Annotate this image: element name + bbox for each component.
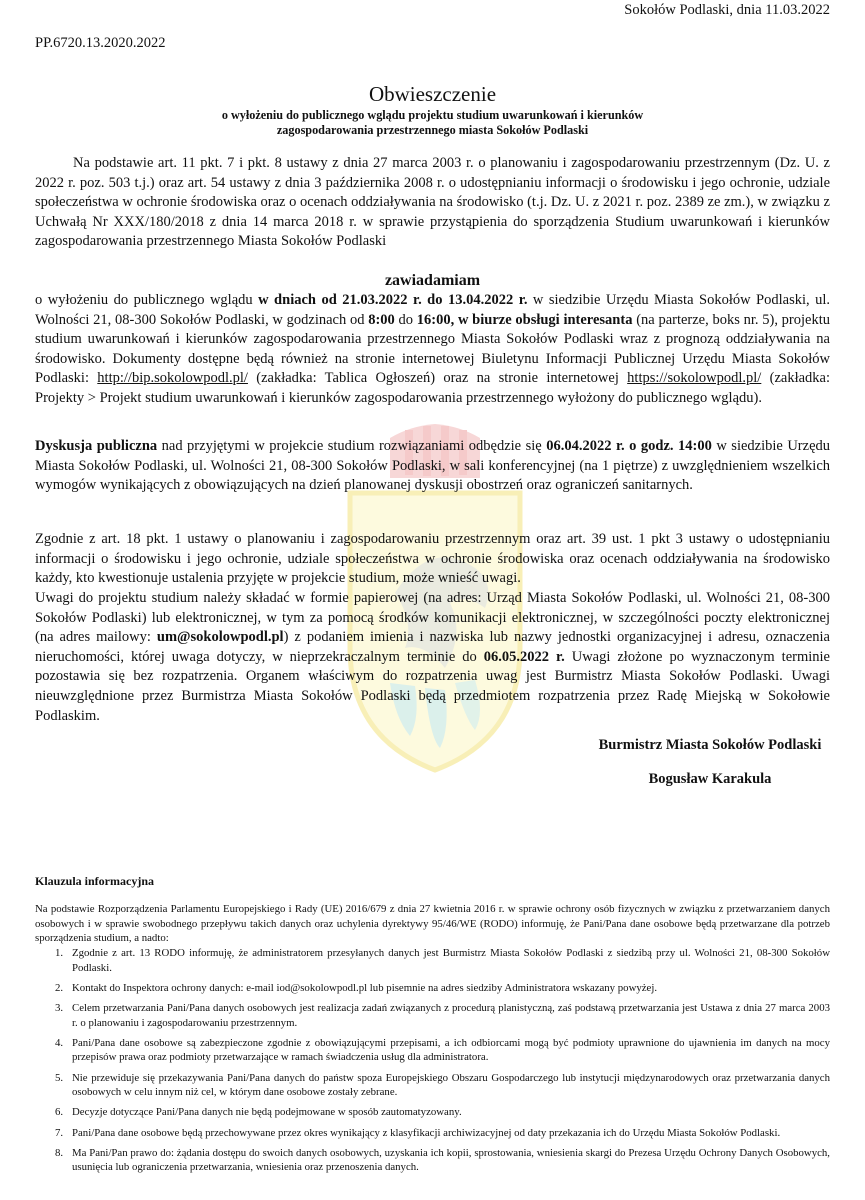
notice-hours-start: 8:00	[368, 311, 395, 328]
discussion-paragraph	[35, 437, 830, 496]
notice-text-3: do	[394, 311, 417, 328]
bip-link[interactable]: http://bip.sokolowpodl.pl/	[97, 370, 248, 387]
clause-item	[35, 1105, 830, 1120]
comments-right-paragraph: Zgodnie z art. 18 pkt. 1 ustawy o planowaniu i zagospodarowaniu przestrzennym oraz art. 39 ust. 1 pkt 3 ustawy o udostępnianiu informacji o środowisku i jego ochronie, udziale społeczeństwa w ochronie środowiska oraz ocenach oddziaływania na środowisko każdy, kto kwestionuje ustalenia przyjęte w projekcie studium, może wnieść uwagi.	[35, 531, 830, 587]
clause-item-text: Zgodnie z art. 13 RODO informuję, że administratorem przesyłanych danych jest Burmistrz Miasta Sokołów Podlaski z siedzibą przy ul. Wolności 21, 08-300 Sokołów Podlaski.	[72, 947, 830, 974]
clause-item-text: Pani/Pana dane osobowe są zabezpieczone zgodnie z obowiązującymi przepisami, a ich odbiorcami mogą być podmioty uprawnione do ujawnienia im danych na mocy przepisów prawa oraz podmioty przetwarzające w ramach świadczenia usług dla administratora.	[72, 1036, 830, 1064]
clause-item-text: Decyzje dotyczące Pani/Pana danych nie będą podejmowane w sposób zautomatyzowany.	[72, 1106, 462, 1119]
notice-text-2: w siedzibie Urzędu Miasta Sokołów Podlaski, ul. Wolności 21, 08-300 Sokołów Podlaski, w godzinach od	[35, 292, 831, 328]
notice-hours-end-office: 16:00, w biurze obsługi interesanta	[416, 311, 633, 328]
clause-item	[35, 1126, 830, 1141]
clause-item	[35, 946, 830, 975]
clause-item-number: 4.	[55, 1036, 64, 1049]
notice-text-6: (zakładka: Projekty > Projekt studium uwarunkowań i kierunków zagospodarowania przestrzennego wyłożony do publicznego wglądu).	[35, 370, 830, 406]
document-title: Obwieszczenie	[368, 82, 497, 106]
clause-item-number: 3.	[55, 1001, 64, 1014]
place-date: Sokołów Podlaski, dnia 11.03.2022	[624, 2, 830, 18]
clause-item	[35, 1001, 830, 1030]
discussion-label: Dyskusja publiczna	[35, 438, 158, 454]
signature-title: Burmistrz Miasta Sokołów Podlaski	[598, 737, 822, 753]
notice-text-4: (na parterze, boks nr. 5), projektu studium uwarunkowań i kierunków zagospodarowania przestrzennego Miasta Sokołów Podlaski wraz z prognozą oddziaływania na środowisko. Dokumenty dostępne będą również na stronie internetowej Biuletynu Informacji Publicznej Urzędu Miasta Sokołów Podlaski:	[35, 311, 831, 387]
clause-item	[35, 981, 830, 996]
reference-number: PP.6720.13.2020.2022	[35, 35, 166, 51]
notify-heading: zawiadamiam	[384, 272, 481, 289]
comments-text-3: Uwagi złożone po wyznaczonym terminie pozostawia się bez rozpatrzenia. Organem właściwym do rozpatrzenia uwag jest Burmistrz Miasta Sokołów Podlaski. Uwagi nieuwzględnione przez Burmistrza Miasta Sokołów Podlaski będą przedmiotem rozpatrzenia przez Radę Miejską w Sokołowie Podlaskim.	[35, 648, 830, 724]
notice-dates: w dniach od 21.03.2022 r. do 13.04.2022 r.	[258, 292, 528, 308]
notice-paragraph	[35, 291, 830, 409]
clause-item-number: 6.	[55, 1106, 64, 1119]
document-subtitle	[35, 108, 830, 138]
clause-item	[35, 1036, 830, 1065]
comments-email[interactable]: um@sokolowpodl.pl	[156, 629, 284, 646]
clause-item-text: Celem przetwarzania Pani/Pana danych osobowych jest realizacja zadań związanych z procedurą planistyczną, zaś podstawą przetwarzania jest Ustawa z dnia 27 marca 2003 r. o planowaniu i zagospodarowaniu przestrzennym.	[72, 1001, 830, 1029]
clause-item-number: 8.	[55, 1146, 64, 1159]
discussion-text-1: nad przyjętymi w projekcie studium rozwiązaniami odbędzie się	[157, 438, 547, 454]
comments-deadline: 06.05.2022 r.	[483, 648, 565, 665]
clause-intro: Na podstawie Rozporządzenia Parlamentu Europejskiego i Rady (UE) 2016/679 z dnia 27 kwietnia 2016 r. w sprawie ochrony osób fizycznych w związku z przetwarzaniem danych osobowych i w sprawie swobodnego przepływu takich danych oraz uchylenia dyrektywy 95/46/WE (RODO) informuję, że Pani/Pana dane osobowe będą przetwarzane dla potrzeb sporządzenia studium, a nadto:	[35, 903, 830, 945]
notice-text-5: (zakładka: Tablica Ogłoszeń) oraz na stronie internetowej	[247, 370, 628, 387]
comments-how-paragraph	[35, 589, 830, 726]
signature-name: Bogusław Karakula	[648, 771, 772, 787]
clause-item-text: Nie przewiduje się przekazywania Pani/Pana danych do państw spoza Europejskiego Obszaru Gospodarczego lub instytucji międzynarodowych oraz przetwarzania danych osobowych w celu innym niż cel, w którym dane osobowe zostały zebrane.	[72, 1071, 830, 1099]
clause-item-text: Pani/Pana dane osobowe będą przechowywane przez okres wynikający z klasyfikacji archiwizacyjnej od daty przekazania ich do Urzędu Miasta Sokołów Podlaski.	[72, 1126, 781, 1139]
clause-item-text: Kontakt do Inspektora ochrony danych: e-mail iod@sokolowpodl.pl lub pisemnie na adres siedziby Administratora wskazany powyżej.	[72, 981, 658, 994]
clause-item-number: 2.	[55, 981, 64, 994]
comments-text-2: ) z podaniem imienia i nazwiska lub nazwy jednostki organizacyjnej i adresu, oznaczenia nieruchomości, której uwaga dotyczy, w nieprzekraczalnym terminie do	[35, 629, 830, 665]
legal-basis-paragraph: Na podstawie art. 11 pkt. 7 i pkt. 8 ustawy z dnia 27 marca 2003 r. o planowaniu i zagospodarowaniu przestrzennym (Dz. U. z 2022 r. poz. 503 t.j.) oraz art. 54 ustawy z dnia 3 października 2008 r. o udostępnianiu informacji o środowisku i jego ochronie, udziale społeczeństwa w ochronie środowiska oraz o ocenach oddziaływania na środowisko (t.j. Dz. U. z 2021 r. poz. 2389 ze zm.), w związku z Uchwałą Nr XXX/180/2018 z dnia 14 marca 2018 r. w sprawie przystąpienia do sporządzenia Studium uwarunkowań i kierunków zagospodarowania przestrzennego Miasta Sokołów Podlaski	[35, 155, 830, 250]
subtitle-line-2: zagospodarowania przestrzennego miasta Sokołów Podlaski	[276, 123, 589, 137]
clause-item	[35, 1146, 830, 1175]
discussion-text-2: w siedzibie Urzędu Miasta Sokołów Podlaski, ul. Wolności 21, 08-300 Sokołów Podlaski, w sali konferencyjnej (na 1 piętrze) z uwzględnieniem wszelkich wymogów wynikających z obowiązujących na dzień planowanej dyskusji obostrzeń oraz ograniczeń sanitarnych.	[35, 438, 830, 494]
clause-list	[35, 946, 830, 1180]
clause-item-number: 5.	[55, 1071, 64, 1084]
clause-item-number: 1.	[55, 947, 64, 959]
comments-text-1: Uwagi do projektu studium należy składać w formie papierowej (na adres: Urząd Miasta Sokołów Podlaski, ul. Wolności 21, 08-300 Sokołów Podlaski) lub elektronicznej, w tym za pomocą środków komunikacji elektronicznej, w szczególności poczty elektronicznej (na adres mailowy:	[35, 590, 830, 646]
notice-text-1: o wyłożeniu do publicznego wglądu	[35, 292, 259, 308]
clause-item-number: 7.	[55, 1126, 64, 1139]
discussion-datetime: 06.04.2022 r. o godz. 14:00	[546, 438, 712, 454]
clause-item-text: Ma Pani/Pan prawo do: żądania dostępu do swoich danych osobowych, uzyskania ich kopii, sprostowania, wniesienia skargi do Prezesa Urzędu Ochrony Danych Osobowych, usunięcia lub ograniczenia przetwarzania, wniesienia oraz przenoszenia danych.	[72, 1146, 830, 1174]
website-link[interactable]: https://sokolowpodl.pl/	[627, 370, 762, 387]
subtitle-line-1: o wyłożeniu do publicznego wglądu projektu studium uwarunkowań i kierunków	[221, 108, 644, 122]
clause-item	[35, 1071, 830, 1100]
clause-heading: Klauzula informacyjna	[35, 874, 154, 888]
